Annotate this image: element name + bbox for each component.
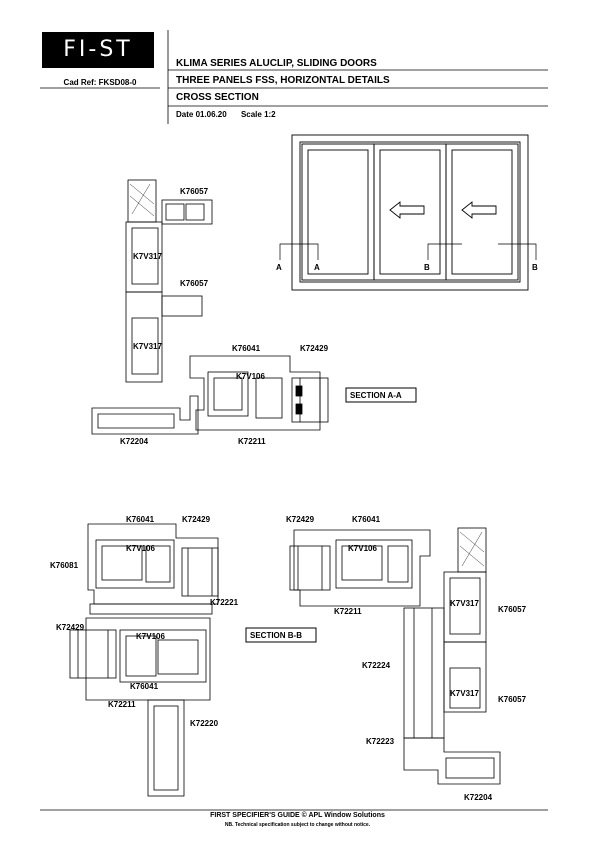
footer-copyright: FIRST SPECIFIER'S GUIDE © APL Window Solutions [210, 812, 385, 819]
section-b-left-profiles [70, 524, 218, 796]
label-k7v106-b3: K7V106 [348, 544, 377, 553]
label-k72211: K72211 [238, 437, 266, 446]
label-k72429: K72429 [300, 344, 329, 353]
brand-logo: FI-ST [42, 32, 154, 68]
label-k76057-b2: K76057 [498, 695, 527, 704]
label-k76057-upper: K76057 [180, 187, 209, 196]
label-k72221: K72221 [210, 598, 239, 607]
label-k7v106-b1: K7V106 [126, 544, 155, 553]
label-k76057-lower: K76057 [180, 279, 209, 288]
section-a-profiles [92, 180, 328, 434]
drawing-scale: Scale 1:2 [240, 110, 276, 119]
section-a-title-box [346, 388, 416, 402]
footer-disclaimer: NB. Technical specification subject to change without notice. [224, 822, 371, 828]
label-k72223: K72223 [366, 737, 395, 746]
drawing-title-line-1: KLIMA SERIES ALUCLIP, SLIDING DOORS [176, 58, 377, 69]
label-k72211-b2: K72211 [334, 607, 362, 616]
label-k72204: K72204 [120, 437, 149, 446]
label-k72429-b2: K72429 [56, 623, 85, 632]
cut-label-a-left: A [276, 263, 282, 272]
label-k7v106: K7V106 [236, 372, 265, 381]
cut-label-b-left: B [424, 263, 430, 272]
section-b-title: SECTION B-B [250, 631, 302, 640]
label-k7v106-b2: K7V106 [136, 632, 165, 641]
section-b-right-profiles [290, 528, 500, 784]
cut-markers [276, 263, 538, 272]
label-k7v317-upper: K7V317 [133, 252, 162, 261]
cut-label-b-right: B [532, 263, 538, 272]
section-a-title: SECTION A-A [350, 391, 402, 400]
section-b-title-box [246, 628, 316, 642]
label-k72429-b3: K72429 [286, 515, 315, 524]
label-k76081: K76081 [50, 561, 79, 570]
label-k76041-b3: K76041 [352, 515, 381, 524]
label-k7v317-lower: K7V317 [133, 342, 162, 351]
label-k76041-b2: K76041 [130, 682, 159, 691]
drawing-title-line-3: CROSS SECTION [176, 92, 259, 103]
label-k7v317-b2: K7V317 [450, 689, 479, 698]
label-k7v317-b1: K7V317 [450, 599, 479, 608]
label-k72220: K72220 [190, 719, 219, 728]
cad-reference: Cad Ref: FKSD08-0 [63, 78, 137, 87]
label-k76041-b1: K76041 [126, 515, 155, 524]
label-k72224: K72224 [362, 661, 391, 670]
cut-label-a-right: A [314, 263, 320, 272]
label-k72204-b: K72204 [464, 793, 493, 802]
label-k72211-b1: K72211 [108, 700, 136, 709]
drawing-title-line-2: THREE PANELS FSS, HORIZONTAL DETAILS [176, 75, 390, 86]
drawing-date: Date 01.06.20 [176, 110, 227, 119]
label-k72429-b1: K72429 [182, 515, 211, 524]
label-k76057-b1: K76057 [498, 605, 527, 614]
label-k76041: K76041 [232, 344, 261, 353]
